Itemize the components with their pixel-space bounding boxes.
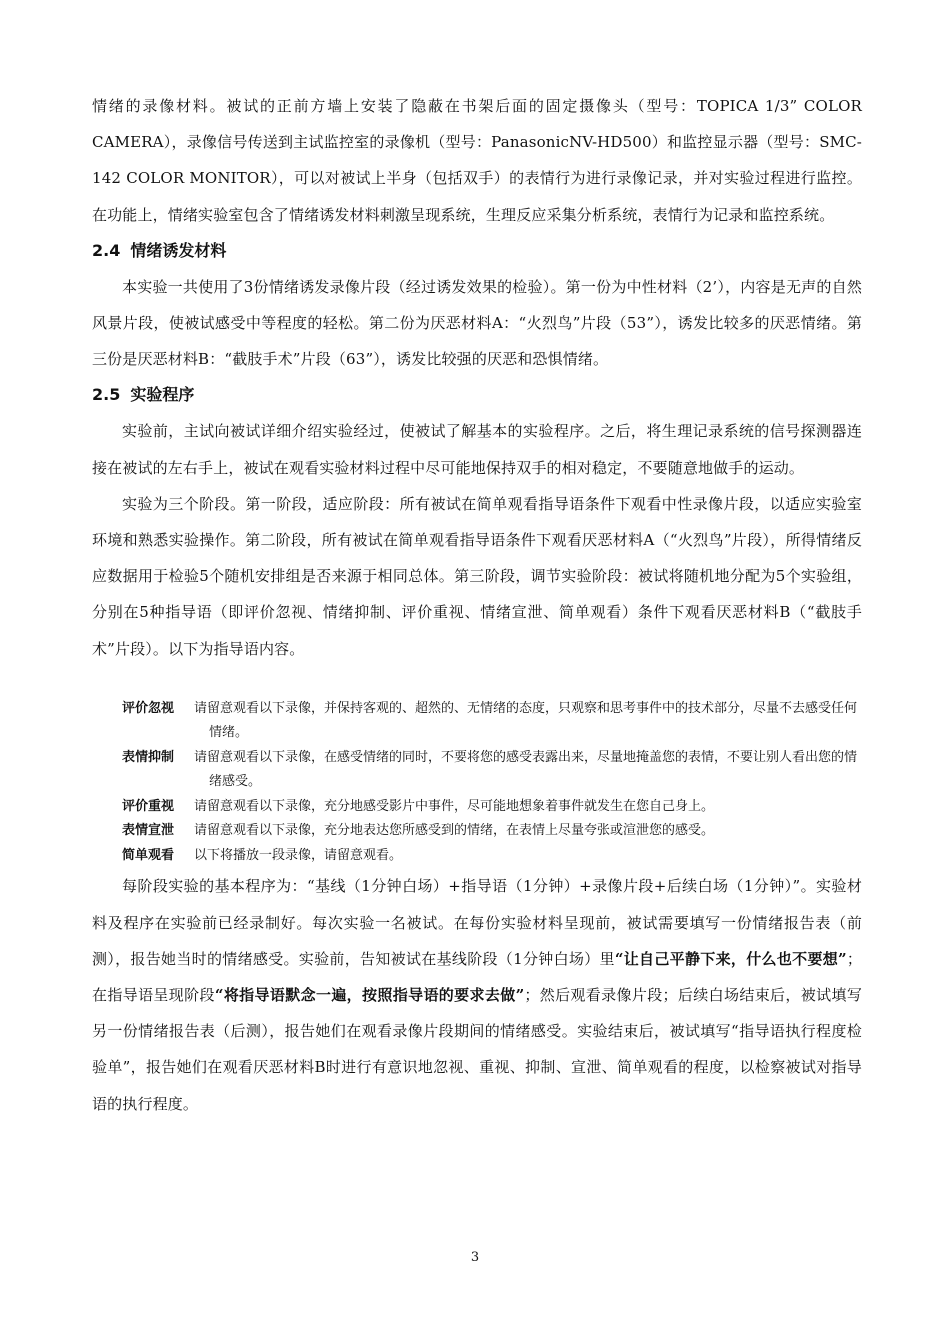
instruction-row	[122, 819, 862, 844]
procedure-text-2: ；在指导语呈现阶段	[92, 949, 862, 1004]
instruction-row	[122, 795, 862, 820]
section-title: 实验程序	[130, 385, 195, 405]
instruction-list	[122, 697, 862, 869]
procedure-emphasis-1: “让自己平静下来，什么也不要想”	[614, 949, 847, 968]
instruction-text: 请留意观看以下录像，并保持客观的、超然的、无情绪的态度，只观察和思考事件中的技术部分，尽量不去感受任何情绪。	[194, 700, 858, 741]
document-page	[92, 88, 862, 1122]
procedure-text-3: ；然后观看录像片段；后续白场结束后，被试填写另一份情绪报告表（后测），报告她们在观看录像片段期间的情绪感受。实验结束后，被试填写“指导语执行程度检验单”，报告她们在观看厌恶材料B时进行有意识地忽视、重视、抑制、宣泄、简单观看的程度，以检察被试对指导语的执行程度。	[92, 985, 862, 1113]
instruction-text: 请留意观看以下录像，充分地感受影片中事件，尽可能地想象着事件就发生在您自己身上。	[194, 798, 715, 814]
section-title: 情绪诱发材料	[130, 240, 227, 260]
instruction-key: 表情抑制	[122, 749, 175, 765]
paragraph-procedure-stages: 实验为三个阶段。第一阶段，适应阶段：所有被试在简单观看指导语条件下观看中性录像片段，以适应实验室环境和熟悉实验操作。第二阶段，所有被试在简单观看指导语条件下观看厌恶材料A（“火烈鸟”片段），所得情绪反应数据用于检验5个随机安排组是否来源于相同总体。第三阶段，调节实验阶段：被试将随机地分配为5个实验组，分别在5种指导语（即评价忽视、情绪抑制、评价重视、情绪宣泄、简单观看）条件下观看厌恶材料B（“截肢手术”片段）。以下为指导语内容。	[92, 494, 862, 658]
instruction-key: 表情宣泄	[122, 823, 175, 839]
instruction-key: 评价忽视	[122, 700, 175, 716]
section-number: 2.4	[92, 240, 121, 260]
procedure-text-1: 每阶段实验的基本程序为：“基线（1分钟白场）+指导语（1分钟）+录像片段+后续白场（1分钟）”。实验材料及程序在实验前已经录制好。每次实验一名被试。在每份实验材料呈现前，被试需要填写一份情绪报告表（前测），报告她当时的情绪感受。实验前，告知被试在基线阶段（1分钟白场）里	[92, 877, 862, 968]
paragraph-procedure-intro: 实验前，主试向被试详细介绍实验经过，使被试了解基本的实验程序。之后，将生理记录系统的信号探测器连接在被试的左右手上，被试在观看实验材料过程中尽可能地保持双手的相对稳定，不要随意地做手的运动。	[92, 422, 862, 477]
instruction-key: 评价重视	[122, 798, 175, 814]
paragraph-basic-procedure	[92, 868, 862, 1121]
instruction-row	[122, 844, 862, 869]
paragraph-materials: 本实验一共使用了3份情绪诱发录像片段（经过诱发效果的检验）。第一份为中性材料（2’），内容是无声的自然风景片段，使被试感受中等程度的轻松。第二份为厌恶材料A：“火烈鸟”片段（53”），诱发比较多的厌恶情绪。第三份是厌恶材料B：“截肢手术”片段（63”），诱发比较强的厌恶和恐惧情绪。	[92, 277, 862, 369]
page-number: 3	[470, 1250, 480, 1265]
procedure-emphasis-2: “将指导语默念一遍，按照指导语的要求去做”	[214, 985, 525, 1004]
instruction-row	[122, 746, 862, 795]
instruction-key: 简单观看	[122, 847, 175, 863]
instruction-text: 以下将播放一段录像，请留意观看。	[194, 847, 403, 863]
instruction-row	[122, 697, 862, 746]
paragraph-lab-setup: 情绪的录像材料。被试的正前方墙上安装了隐蔽在书架后面的固定摄像头（型号：TOPICA 1/3” COLOR CAMERA），录像信号传送到主试监控室的录像机（型号：PanasonicNV-HD500）和监控显示器（型号：SMC-142 COLOR MONITOR），可以对被试上半身（包括双手）的表情行为进行录像记录，并对实验过程进行监控。在功能上，情绪实验室包含了情绪诱发材料刺激呈现系统，生理反应采集分析系统，表情行为记录和监控系统。	[92, 97, 862, 224]
section-number: 2.5	[92, 385, 121, 405]
instruction-text: 请留意观看以下录像，在感受情绪的同时，不要将您的感受表露出来，尽量地掩盖您的表情，不要让别人看出您的情绪感受。	[194, 749, 858, 790]
section-heading-2-5	[92, 377, 862, 413]
instruction-text: 请留意观看以下录像，充分地表达您所感受到的情绪，在表情上尽量夸张或渲泄您的感受。	[194, 823, 715, 839]
section-heading-2-4	[92, 233, 862, 269]
